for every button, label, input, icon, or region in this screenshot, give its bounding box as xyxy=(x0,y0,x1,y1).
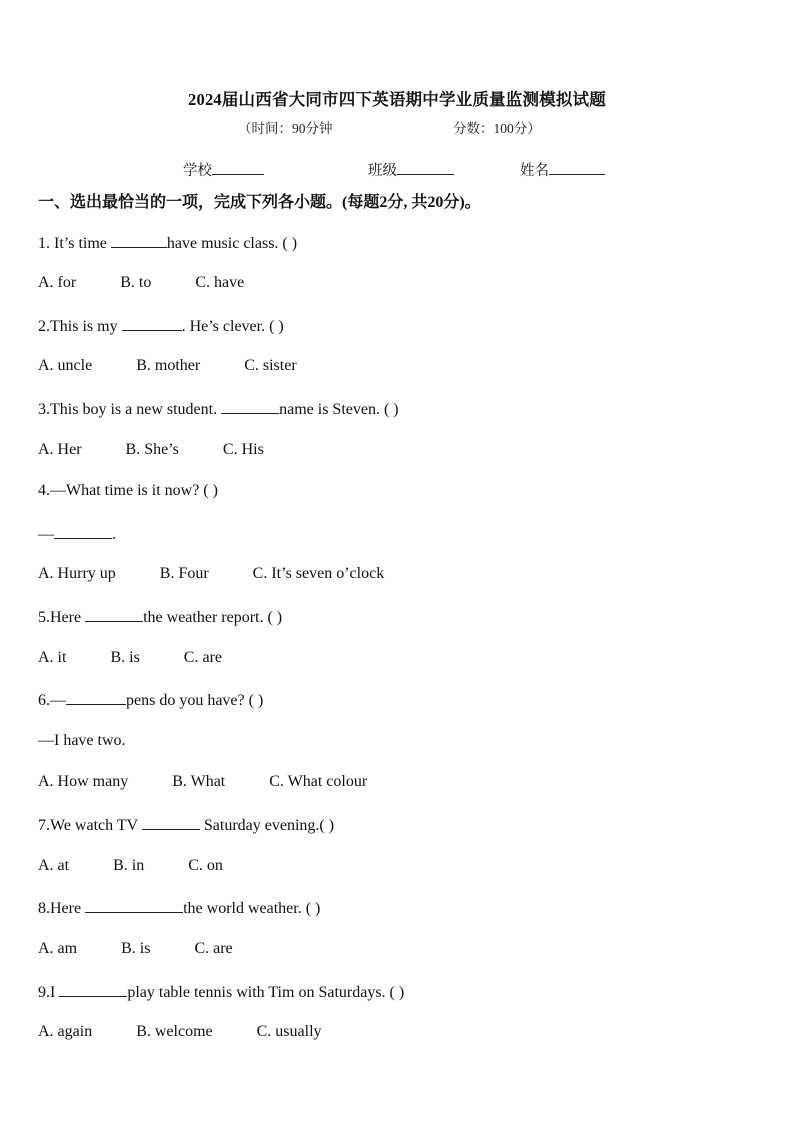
reply-text: —I have two. xyxy=(38,732,126,749)
option-a[interactable]: A. Hurry up xyxy=(38,565,116,582)
option-b[interactable]: B. What xyxy=(172,773,226,790)
question-stem: 9.I xyxy=(38,984,60,1001)
option-a[interactable]: A. at xyxy=(38,857,70,874)
option-b[interactable]: B. mother xyxy=(136,357,201,374)
question-3-options xyxy=(38,441,304,459)
option-c[interactable]: C. His xyxy=(222,441,264,458)
option-c[interactable]: C. on xyxy=(188,857,223,874)
school-blank[interactable] xyxy=(212,161,264,175)
answer-blank[interactable] xyxy=(59,982,127,997)
question-stem: 6.— xyxy=(38,692,66,709)
option-c[interactable]: C. sister xyxy=(244,357,297,374)
option-a[interactable]: A. for xyxy=(38,274,77,291)
option-a[interactable]: A. Her xyxy=(38,441,82,458)
option-b[interactable]: B. She’s xyxy=(125,441,179,458)
option-c[interactable]: C. are xyxy=(183,649,222,666)
reply-dash: — xyxy=(38,526,54,543)
question-stem: 8.Here xyxy=(38,900,86,917)
answer-blank[interactable] xyxy=(142,815,200,830)
class-label: 班级 xyxy=(368,163,397,179)
answer-blank[interactable] xyxy=(122,316,182,331)
option-c[interactable]: C. have xyxy=(195,274,245,291)
question-7 xyxy=(38,815,334,835)
answer-blank[interactable] xyxy=(54,524,112,539)
question-7-options xyxy=(38,857,263,875)
question-4-reply xyxy=(38,524,116,544)
exam-time: （时间：90分钟 xyxy=(238,121,333,136)
section-heading: 一、选出最恰当的一项，完成下列各小题。(每题2分, 共20分)。 xyxy=(38,194,481,211)
answer-blank[interactable] xyxy=(221,399,279,414)
page-title: 2024届山西省大同市四下英语期中学业质量监测模拟试题 xyxy=(188,90,606,109)
name-label: 姓名 xyxy=(520,163,549,179)
question-stem-end: Saturday evening.( ) xyxy=(199,817,335,834)
question-1-options xyxy=(38,274,284,292)
option-a[interactable]: A. How many xyxy=(38,773,129,790)
question-stem-end: the weather report. ( ) xyxy=(143,609,283,626)
question-4-options xyxy=(38,565,424,583)
question-stem-end: name is Steven. ( ) xyxy=(279,401,399,418)
question-5 xyxy=(38,607,282,627)
question-6-reply xyxy=(38,732,126,750)
question-stem: 2.This is my xyxy=(38,318,122,335)
question-stem-end: the world weather. ( ) xyxy=(183,900,321,917)
school-label: 学校 xyxy=(183,163,212,179)
question-2-options xyxy=(38,357,337,375)
reply-end: . xyxy=(112,526,116,543)
class-blank[interactable] xyxy=(397,161,454,175)
question-stem-end: have music class. ( ) xyxy=(166,235,298,252)
option-b[interactable]: B. welcome xyxy=(136,1023,213,1040)
question-8-options xyxy=(38,940,273,958)
answer-blank[interactable] xyxy=(66,690,126,705)
question-stem-end: play table tennis with Tim on Saturdays. ( ) xyxy=(127,984,405,1001)
question-3 xyxy=(38,399,399,419)
option-a[interactable]: A. am xyxy=(38,940,78,957)
option-c[interactable]: C. are xyxy=(194,940,233,957)
question-stem-end: pens do you have? ( ) xyxy=(126,692,264,709)
option-b[interactable]: B. is xyxy=(110,649,140,666)
question-6-options xyxy=(38,773,407,791)
question-stem: 4.—What time is it now? ( ) xyxy=(38,482,218,499)
answer-blank[interactable] xyxy=(85,898,183,913)
question-9-options xyxy=(38,1023,362,1041)
question-1 xyxy=(38,233,297,253)
question-8 xyxy=(38,898,320,918)
option-a[interactable]: A. uncle xyxy=(38,357,93,374)
question-stem-end: . He’s clever. ( ) xyxy=(181,318,284,335)
question-5-options xyxy=(38,649,262,667)
option-a[interactable]: A. again xyxy=(38,1023,93,1040)
option-b[interactable]: B. Four xyxy=(159,565,209,582)
question-6 xyxy=(38,690,263,710)
question-stem: 7.We watch TV xyxy=(38,817,142,834)
class-field[interactable] xyxy=(368,159,454,180)
name-blank[interactable] xyxy=(549,161,605,175)
name-field[interactable] xyxy=(520,159,605,180)
answer-blank[interactable] xyxy=(111,233,167,248)
option-b[interactable]: B. in xyxy=(113,857,145,874)
question-2 xyxy=(38,316,284,336)
question-stem: 5.Here xyxy=(38,609,86,626)
question-stem: 1. It’s time xyxy=(38,235,111,252)
question-9 xyxy=(38,982,404,1002)
question-4 xyxy=(38,482,218,500)
option-c[interactable]: C. What colour xyxy=(269,773,368,790)
option-b[interactable]: B. is xyxy=(121,940,151,957)
option-b[interactable]: B. to xyxy=(120,274,152,291)
exam-score: 分数：100分） xyxy=(453,121,541,136)
answer-blank[interactable] xyxy=(85,607,143,622)
school-field[interactable] xyxy=(183,159,264,180)
option-c[interactable]: C. usually xyxy=(256,1023,322,1040)
option-c[interactable]: C. It’s seven o’clock xyxy=(252,565,385,582)
question-stem: 3.This boy is a new student. xyxy=(38,401,222,418)
option-a[interactable]: A. it xyxy=(38,649,67,666)
